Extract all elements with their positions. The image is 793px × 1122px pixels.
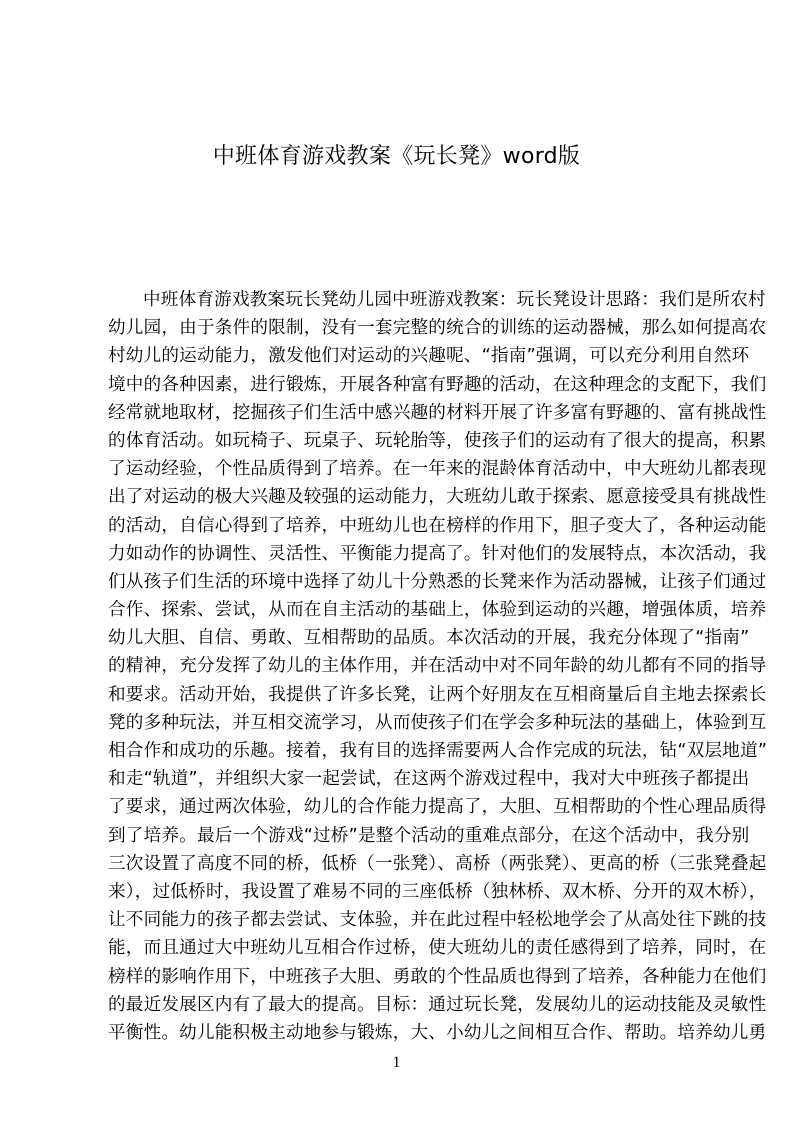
document-body [108,286,768,1047]
page-number: 1 [392,1054,401,1071]
text-line: 和要求。活动开始，我提供了许多长凳，让两个好朋友在互相商量后自主地去探索长 [108,684,767,705]
text-line: 的体育活动。如玩椅子、玩桌子、玩轮胎等，使孩子们的运动有了很大的提高，积累 [108,430,767,451]
document-title: 中班体育游戏教案《玩长凳》word版 [212,144,581,169]
text-line: 们从孩子们生活的环境中选择了幼儿十分熟悉的长凳来作为活动器械，让孩子们通过 [108,571,767,592]
text-line: 了运动经验，个性品质得到了培养。在一年来的混龄体育活动中，中大班幼儿都表现 [108,459,767,480]
text-line: 榜样的影响作用下，中班孩子大胆、勇敢的个性品质也得到了培养，各种能力在他们 [108,966,767,987]
text-line: 让不同能力的孩子都去尝试、支体验，并在此过程中轻松地学会了从高处往下跳的技 [108,910,767,931]
text-line: 的最近发展区内有了最大的提高。目标：通过玩长凳，发展幼儿的运动技能及灵敏性 [108,994,767,1015]
text-line: 凳的多种玩法，并互相交流学习，从而使孩子们在学会多种玩法的基础上，体验到互 [108,712,767,733]
text-line: 经常就地取材，挖掘孩子们生活中感兴趣的材料开展了许多富有野趣的、富有挑战性 [108,402,767,423]
text-line: 到了培养。最后一个游戏“过桥”是整个活动的重难点部分，在这个活动中，我分别 [108,825,750,846]
text-line: 了要求，通过两次体验，幼儿的合作能力提高了，大胆、互相帮助的个性心理品质得 [108,797,767,818]
text-line: 能，而且通过大中班幼儿互相合作过桥，使大班幼儿的责任感得到了培养，同时，在 [108,938,767,959]
text-line: 平衡性。幼儿能积极主动地参与锻炼，大、小幼儿之间相互合作、帮助。培养幼儿勇 [108,1022,767,1043]
text-line: 三次设置了高度不同的桥，低桥（一张凳）、高桥（两张凳）、更高的桥（三张凳叠起 [108,853,767,874]
text-line: 境中的各种因素，进行锻炼，开展各种富有野趣的活动，在这种理念的支配下，我们 [108,374,767,395]
text-line: 幼儿大胆、自信、勇敢、互相帮助的品质。本次活动的开展，我充分体现了“指南” [108,628,750,649]
text-line: 村幼儿的运动能力，激发他们对运动的兴趣呢、“指南”强调，可以充分利用自然环 [108,346,750,367]
text-line: 幼儿园，由于条件的限制，没有一套完整的统合的训练的运动器械，那么如何提高农 [108,318,767,339]
text-line: 相合作和成功的乐趣。接着，我有目的选择需要两人合作完成的玩法，钻“双层地道” [108,741,768,761]
text-line: 力如动作的协调性、灵活性、平衡能力提高了。针对他们的发展特点，本次活动，我 [108,543,767,564]
text-line: 的活动，自信心得到了培养，中班幼儿也在榜样的作用下，胆子变大了，各种运动能 [108,515,767,536]
text-line: 的精神，充分发挥了幼儿的主体作用，并在活动中对不同年龄的幼儿都有不同的指导 [108,656,767,677]
text-line: 中班体育游戏教案玩长凳幼儿园中班游戏教案：玩长凳设计思路：我们是所农村 [143,290,766,310]
text-line: 出了对运动的极大兴趣及较强的运动能力，大班幼儿敢于探索、愿意接受具有挑战性 [108,487,767,508]
text-line: 来），过低桥时，我设置了难易不同的三座低桥（独林桥、双木桥、分开的双木桥）， [108,881,767,902]
text-line: 和走“轨道”，并组织大家一起尝试，在这两个游戏过程中，我对大中班孩子都提出 [108,769,750,790]
text-line: 合作、探索、尝试，从而在自主活动的基础上，体验到运动的兴趣，增强体质，培养 [108,600,767,621]
